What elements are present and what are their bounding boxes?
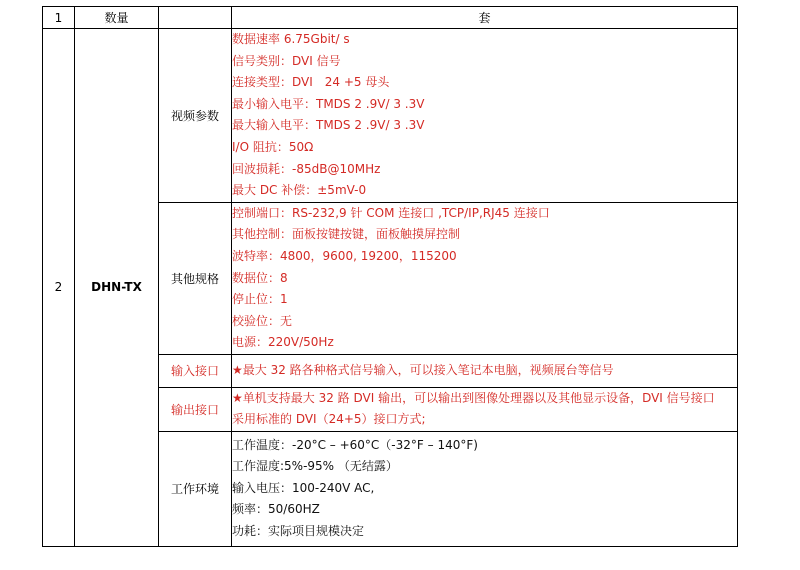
list-item: 波特率：4800，9600, 19200，115200: [232, 248, 457, 263]
list-item: 最大输入电平：TMDS 2 .9V/ 3 .3V: [232, 118, 425, 133]
other-specs-list: [232, 202, 738, 354]
input-interface-list: [232, 354, 738, 387]
list-item: 信号类别：DVI 信号: [232, 53, 341, 68]
header-row: [43, 7, 738, 29]
spec-table: [42, 6, 738, 547]
list-item: I/O 阻抗：50Ω: [232, 139, 314, 154]
list-item: ★单机支持最大 32 路 DVI 输出，可以输出到图像处理器以及其他显示设备，DVI 信号接口: [232, 390, 715, 405]
list-item: ★最大 32 路各种格式信号输入，可以接入笔记本电脑，视频展台等信号: [232, 362, 614, 377]
label-output-interface: 输出接口: [159, 387, 232, 431]
model-name: DHN-TX: [75, 29, 159, 547]
header-index: 1: [43, 7, 75, 29]
work-environment-list: [232, 431, 738, 546]
list-item: 采用标准的 DVI（24+5）接口方式;: [232, 412, 426, 427]
label-input-interface: 输入接口: [159, 354, 232, 387]
list-item: 功耗：实际项目规模决定: [232, 524, 365, 539]
section-video-row: [43, 29, 738, 203]
list-item: 电源：220V/50Hz: [232, 335, 334, 350]
header-unit: 套: [232, 7, 738, 29]
list-item: 最小输入电平：TMDS 2 .9V/ 3 .3V: [232, 96, 425, 111]
list-item: 控制端口：RS-232,9 针 COM 连接口 ,TCP/IP,RJ45 连接口: [232, 205, 550, 220]
list-item: 数据速率 6.75Gbit/ s: [232, 32, 350, 46]
list-item: 数据位：8: [232, 270, 288, 285]
list-item: 连接类型：DVI 24 +5 母头: [232, 75, 390, 90]
label-video-params: 视频参数: [159, 29, 232, 203]
list-item: 工作湿度:5%-95% （无结露）: [232, 459, 398, 474]
list-item: 其他控制：面板按键按键，面板触摸屏控制: [232, 227, 461, 242]
list-item: 输入电压：100-240V AC,: [232, 480, 375, 495]
list-item: 校验位：无: [232, 313, 293, 328]
list-item: 回波损耗：-85dB@10MHz: [232, 161, 381, 176]
video-params-list: [232, 29, 738, 203]
label-other-specs: 其他规格: [159, 202, 232, 354]
list-item: 工作温度：-20°C – +60°C（-32°F – 140°F): [232, 437, 478, 452]
header-quantity: 数量: [75, 7, 159, 29]
output-interface-list: [232, 387, 738, 431]
list-item: 最大 DC 补偿：±5mV-0: [232, 183, 367, 198]
list-item: 频率：50/60HZ: [232, 502, 320, 517]
row-index: 2: [43, 29, 75, 547]
label-work-environment: 工作环境: [159, 431, 232, 546]
header-empty: [159, 7, 232, 29]
list-item: 停止位：1: [232, 292, 288, 307]
